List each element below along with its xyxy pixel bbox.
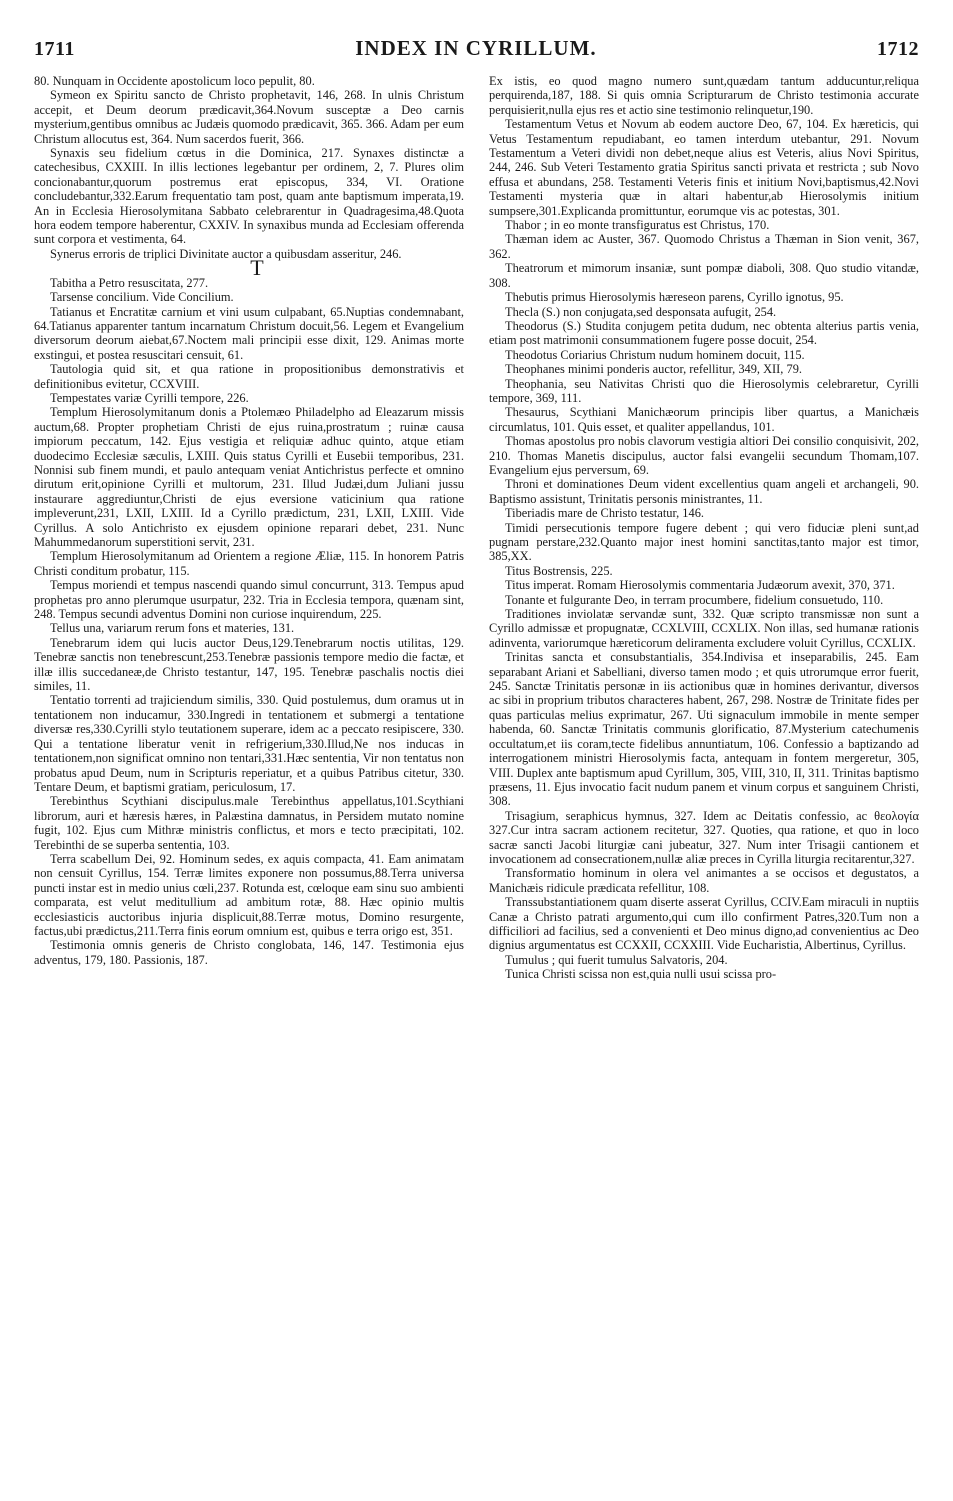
index-entry: Tempestates variæ Cyrilli tempore, 226.: [50, 390, 249, 405]
index-entry: Templum Hierosolymitanum donis a Ptolemæo Philadelpho ad Eleazarum missis auctum,68. Propter prophetiam Christi de ejus ruina,prostratum ; ruinæ causa impiorum peccatum, 142. Ejus vestigia et reliquiæ adhuc quinto, atque etiam duodecimo Ecclesiæ sæculis, LXIII. Quis status Cyrilli et Eusebii temporibus, 231. Nonnisi sub finem mundi, et paulo antequam veniat Antichristus perfecte et omnino dirutum erit,opinione Cyrilli et multorum, 231. Illud Judæi,dum Juliani jussu instaurare aggrediuntur,Christi de ejus eversione vaticinium qua ratione impleverunt,231, LXII, LXIII. Id a Cyrillo prædictum, 231, LXII, LXIII. Vide Cyrillus. A solo Antichristo ex ejusdem opinione reparari debet, 231. Nunc Mahummedanorum superstitioni servit, 231.: [34, 405, 464, 549]
index-entry: Terebinthus Scythiani discipulus.male Terebinthus appellatus,101.Scythiani librorum, auri et hæresis hæres, in Palæstina damnatus, in Persidem mutato nomine fugit, 102. Ejus cum Mithræ ministris conflictus, et mors e tecto præcipitati, 102. Terebinthi de se superba sententia, 103.: [34, 794, 464, 852]
columns: [34, 74, 919, 982]
index-entry: Terra scabellum Dei, 92. Hominum sedes, ex aquis compacta, 41. Eam animatam non censuit Cyrillus, 154. Terræ limites exponere non possumus,88.Terra universa puncti instar est in medio unius cœli,237. Rotunda est, cœloque eam sinu suo ambienti comparata, est velut meditullium ad ambitum rotæ, 88. Hæc opinio multis ecclesiasticis auctoribus injuria displicuit,88.Terræ motus, Domino resurgente, factus,ubi prædictus,211.Terra finis eorum omnium est, quibus e terra origo est, 351.: [34, 851, 464, 938]
index-entry: Thomas apostolus pro nobis clavorum vestigia altiori Dei consilio conquisivit, 202, 210. Thomas Manetis discipulus, auctor falsi evangelii secundum Thomam,107. Evangelium ejus perversum, 69.: [489, 434, 919, 477]
index-entry: Symeon ex Spiritu sancto de Christo prophetavit, 146, 268. In ulnis Christum accepit, et Deum deorum prædicavit,364.Novum susceptæ a Deo carnis mysterium,gentibus omnibus ac Judæis quomodo prædicavit, 365. 366. Adam per eum Christum allocutus est, 364. Num sacerdos fuerit, 366.: [34, 88, 464, 146]
index-entry: Tenebrarum idem qui lucis auctor Deus,129.Tenebrarum noctis utilitas, 129. Tenebræ sanctis non tenebrescunt,253.Tenebræ passionis tempore medio die factæ, et illæ illis succedaneæ,de Christo testantur, 147, 195. Tenebræ paschalis noctis diei similes, 11.: [34, 635, 464, 694]
index-entry: Tumulus ; qui fuerit tumulus Salvatoris, 204.: [505, 952, 728, 967]
index-entry: Theophanes minimi ponderis auctor, refellitur, 349, XII, 79.: [505, 362, 802, 377]
index-entry: Transsubstantiationem quam diserte asserat Cyrillus, CCIV.Eam miraculi in nuptiis Canæ a Christo patrati argumento,qui cum illo confirment Patres,320.Tum non a difficiliori ad facilius, sed a convenienti et Deo minus digno,ad convenientius ac Deo dignius argumentatus est CCXXII, CCXXIII. Vide Eucharistia, Albertinus, Cyrillus.: [489, 895, 919, 953]
index-entry: Thabor ; in eo monte transfiguratus est Christus, 170.: [505, 218, 770, 233]
index-entry: Titus Bostrensis, 225.: [505, 563, 613, 578]
index-entry: Tatianus et Encratitæ carnium et vini usum culpabant, 65.Nuptias condemnabant, 64.Tatianus apparenter tantum incarnatum Christum docuit,56. Legem et Evangelium diversorum deorum aiebat,67.Noctem mali principii esse dixit, 129. Animas morte exstingui, et postea resuscitari censuit, 61.: [34, 304, 464, 362]
page-header: [34, 36, 919, 66]
index-entry: Theodotus Coriarius Christum nudum hominem docuit, 115.: [505, 347, 805, 362]
index-entry: Thecla (S.) non conjugata,sed desponsata aufugit, 254.: [505, 304, 777, 319]
index-entry: Theophania, seu Nativitas Christi quo die Hierosolymis celebraretur, Cyrilli tempore, 369, 111.: [489, 376, 919, 405]
index-entry: Tabitha a Petro resuscitata, 277.: [50, 275, 209, 290]
index-entry: Transformatio hominum in olera vel animantes a se occisos et degustatos, a Manichæis ridicule prædicata refellitur, 108.: [489, 866, 919, 895]
index-entry: Tautologia quid sit, et qua ratione in propositionibus demonstrativis et definitionibus evitetur, CCXVIII.: [34, 362, 464, 391]
index-entry: Synerus erroris de triplici Divinitate auctor a quibusdam asseritur, 246.: [50, 246, 402, 261]
index-entry: Thæman idem ac Auster, 367. Quomodo Christus a Thæman in Sion venit, 367, 362.: [489, 232, 919, 261]
index-entry: Tonante et fulgurante Deo, in terram procumbere, fidelium consuetudo, 110.: [505, 592, 884, 607]
index-entry: Trisagium, seraphicus hymnus, 327. Idem ac Deitatis confessio, ac θεολογία 327.Cur intra sacram actionem recitetur, 327. Quoties, qua ratione, et quo in loco sacræ sancti Jacobi liturgiæ cani jubeatur, 327. Num inter Trisagii cantionem et invocationem ad consecrationem,nullæ aliæ preces in Cyrilla liturgia recitarentur,327.: [489, 808, 919, 866]
index-entry: Titus imperat. Romam Hierosolymis commentaria Judæorum avexit, 370, 371.: [505, 578, 895, 593]
index-entry: Timidi persecutionis tempore fugere debent ; qui vero fiduciæ pleni sunt,ad pugnam perstare,232.Quanto major inest homini sanctitas,tanto major est timor, 385,XX.: [489, 520, 919, 564]
index-entry: Theatrorum et mimorum insaniæ, sunt pompæ diaboli, 308. Quo studio vitandæ, 308.: [489, 261, 919, 290]
right-column: [489, 74, 919, 982]
left-page-number: 1711: [34, 38, 75, 60]
index-entry: Throni et dominationes Deum vident excellentius quam angeli et archangeli, 90. Baptismo assistunt, Trinitatis personis ministrantes, 11.: [489, 477, 919, 506]
section-letter: T: [250, 255, 264, 281]
index-entry: Testimonia omnis generis de Christo conglobata, 146, 147. Testimonia ejus adventus, 179, 180. Passionis, 187.: [34, 938, 464, 967]
index-entry: 80. Nunquam in Occidente apostolicum loco pepulit, 80.: [34, 74, 315, 88]
index-entry: Tunica Christi scissa non est,quia nulli usui scissa pro-: [505, 967, 777, 982]
index-entry: Tarsense concilium. Vide Concilium.: [50, 290, 234, 305]
index-entry: Thesaurus, Scythiani Manichæorum principis liber quartus, a Manichæis circumlatus, 101. Quis esset, et qualiter appellandus, 101.: [489, 405, 919, 434]
index-entry: Trinitas sancta et consubstantialis, 354.Indivisa et inseparabilis, 245. Eam separabant Ariani et Sabelliani, diverso tamen modo ; et quis utrorumque error fuerit, 245. Sanctæ Trinitatis personæ in iis actionibus quæ in homines derivantur, diversos ac sibi in proprium tributos characteres habent, 267, 298. Nostræ de Trinitate fides per quas particulas melius exprimatur, 267. Uti signaculum immobile in mente semper habenda, 60. Sanctæ Trinitatis communis glorificatio, 87.Mysterium catechumenis occultatum,et iis coram,tecte fidelibus annuntiatum, 106. Confessio a baptizando ad interrogationem ministri Hierosolymis facta, antequam in fontem mergeretur, 305, VIII. Duplex ante baptismum apud Cyrillum, 305, VIII, 310, II, 311. Trinitas baptismo præsens, 11. Ejus invocatio facit nudum panem et vinum corpus et sanguinem Christi, 308.: [489, 650, 919, 809]
index-entry: Traditiones inviolatæ servandæ sunt, 332. Quæ scripto transmissæ non sunt a Cyrillo admissæ et propugnatæ, CCXLVIII, CCXLIX. Non illas, sed humanæ rationis adinventa, variorumque hæreticorum deliramenta excludere voluit Cyrillus, CCXLIX.: [489, 607, 919, 650]
index-entry: Synaxis seu fidelium cœtus in die Dominica, 217. Synaxes distinctæ a catechesibus, CXXIII. In illis lectiones legebantur per ordinem, 2, 7. Plures olim concionabantur,quorum postremus erat episcopus, 334, VI. Oratione concludebantur,332.Earum frequentatio tam post, quam ante baptismum imperata,19. An in Ecclesia Hierosolymitana Sabbato celebrarentur in Quadragesima,48.Quota hora eodem tempore haberentur, CXXIV. In synaxibus munda ad Ecclesiam offerenda sunt corpora et vestimenta, 64.: [34, 146, 464, 247]
index-entry: Tellus una, variarum rerum fons et materies, 131.: [50, 621, 295, 636]
left-column: [34, 74, 464, 982]
index-entry: Thebutis primus Hierosolymis hæreseon parens, Cyrillo ignotus, 95.: [505, 290, 844, 305]
index-entry: Tempus moriendi et tempus nascendi quando simul concurrunt, 313. Tempus apud prophetas pro anno plerumque usurpatur, 232. Tria in Ecclesia tempora, quænam sint, 248. Tempus secundi adventus Domini non curiose inquirendum, 225.: [34, 578, 464, 622]
index-entry: Templum Hierosolymitanum ad Orientem a regione Æliæ, 115. In honorem Patris Christi conditum probatur, 115.: [34, 549, 464, 578]
index-entry: Testamentum Vetus et Novum ab eodem auctore Deo, 67, 104. Ex hæreticis, qui Vetus Testamentum repudiabant, eo tamen interdum utebantur, 291. Novum Testamentum a Veteri dividi non debet,neque alius est Veteris, alius Novi Spiritus, 244, 246. Sub Veteri Testamento gratia Spiritus sancti privata et restricta ; sub Novo effusa et abundans, 258. Testamenti Veteris finis et initium Novi,baptismus,42.Novi Testamenti mysteria quæ in altari habentur,ab Hierosolymis initium sumpsere,301.Explicanda promittuntur, eorumque vis ac potestas, 301.: [489, 117, 919, 218]
index-entry: Tentatio torrenti ad trajiciendum similis, 330. Quid postulemus, dum oramus ut in tentationem non inducamur, 330.Ingredi in tentationem et submergi a tentatione diversæ res,330.Cyrilli stylo teutationem superare, idem ac a peccato resipiscere, 330. Qui a tentatione liberatur venit in refrigerium,330.Illud,Ne nos inducas in tentationem,non significat omnino non tentari,331.Hæc sententia, Vir non tentatus non probatus apud Deum, num in Scripturis reperiatur, et a quibus Patribus citetur, 330. Tentare Deum, et baptismi gratiam, periculosum, 17.: [34, 693, 464, 794]
page-title: INDEX IN CYRILLUM.: [355, 36, 597, 60]
index-entry: Tiberiadis mare de Christo testatur, 146.: [505, 506, 704, 521]
right-page-number: 1712: [877, 38, 919, 60]
index-entry: Ex istis, eo quod magno numero sunt,quædam tantum adducuntur,reliqua perquirenda,187, 188. Si quis omnia Scripturarum de Christo testimonia accurate perquisierit,nulla ejus res et actio sine testimonio relinquetur,190.: [489, 74, 919, 117]
index-entry: Theodorus (S.) Studita conjugem petita dudum, nec obtenta alterius partis venia, etiam post matrimonii consummationem fugere posse docuit, 254.: [489, 318, 919, 348]
